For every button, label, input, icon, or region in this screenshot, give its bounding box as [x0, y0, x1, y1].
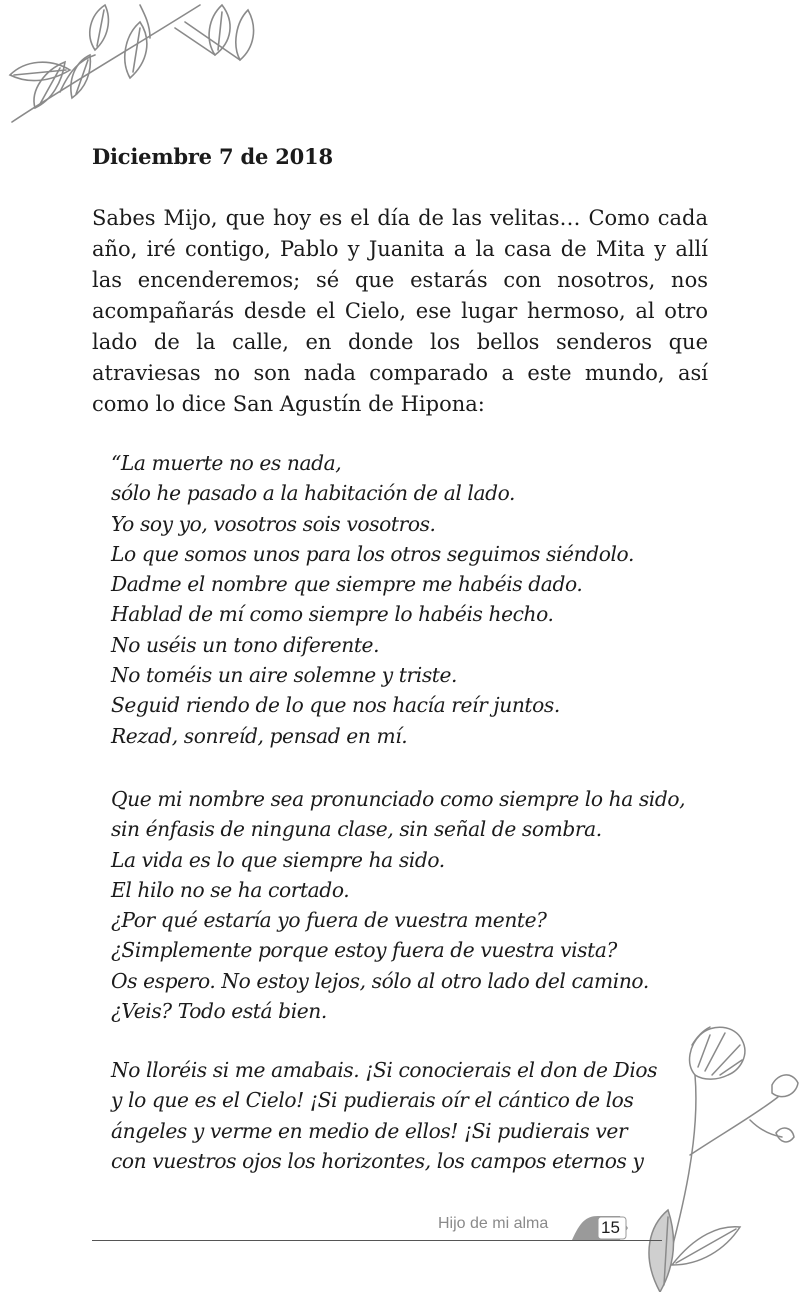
quote-line: No toméis un aire solemne y triste. [111, 663, 458, 688]
quote-line: Os espero. No estoy lejos, sólo al otro lado del camino. [111, 968, 649, 993]
quote-line: ¿Por qué estaría yo fuera de vuestra mente? [111, 908, 547, 933]
quote-line: La vida es lo que siempre ha sido. [111, 847, 445, 872]
quote-line: ¿Veis? Todo está bien. [111, 999, 327, 1024]
quote-line: Lo que somos unos para los otros seguimos siéndolo. [111, 541, 634, 566]
quote-line: No lloréis si me amabais. ¡Si conocierais el don de Dios [111, 1058, 658, 1082]
quote-line: “La muerte no es nada, [111, 451, 342, 475]
quote-line: y lo que es el Cielo! ¡Si pudierais oír el cántico de los [111, 1088, 634, 1113]
quote-line: No uséis un tono diferente. [111, 632, 380, 657]
quote-line: Hablad de mí como siempre lo habéis hecho. [111, 602, 554, 627]
page-number: 15 [601, 1218, 620, 1237]
quote-line: sólo he pasado a la habitación de al lado. [111, 481, 516, 506]
quote-stanza-1 [111, 448, 634, 751]
intro-paragraph: Sabes Mijo, que hoy es el día de las velitas… Como cada año, iré contigo, Pablo y Juanita a la casa de Mita y allí las encenderemos; sé que estarás con nosotros, nos acompañarás desde el Cielo, ese lugar hermoso, al otro lado de la calle, en donde los bellos senderos que atraviesas no son nada comparado a este mundo, así como lo dice San Agustín de Hipona: [92, 206, 708, 416]
footer-rule [92, 1240, 662, 1241]
wildflower-icon [600, 1005, 800, 1292]
entry-date-heading: Diciembre 7 de 2018 [92, 144, 333, 169]
quote-line: Que mi nombre sea pronunciado como siempre lo ha sido, [111, 787, 686, 811]
quote-line: Rezad, sonreíd, pensad en mí. [111, 723, 408, 748]
quote-line: Dadme el nombre que siempre me habéis dado. [111, 572, 583, 597]
quote-line: con vuestros ojos los horizontes, los campos eternos y [111, 1148, 644, 1173]
quote-line: ¿Simplemente porque estoy fuera de vuestra vista? [111, 938, 617, 963]
quote-line: sin énfasis de ninguna clase, sin señal de sombra. [111, 817, 602, 842]
quote-line: ángeles y verme en medio de ellos! ¡Si pudierais ver [111, 1118, 628, 1143]
quote-stanza-3 [111, 1055, 657, 1176]
quote-line: El hilo no se ha cortado. [111, 877, 350, 902]
running-title: Hijo de mi alma [438, 1215, 549, 1232]
quote-line: Yo soy yo, vosotros sois vosotros. [111, 511, 436, 536]
quote-stanza-2 [111, 784, 685, 1026]
quote-line: Seguid riendo de lo que nos hacía reír juntos. [111, 693, 560, 718]
leaf-branch-icon [0, 0, 260, 130]
